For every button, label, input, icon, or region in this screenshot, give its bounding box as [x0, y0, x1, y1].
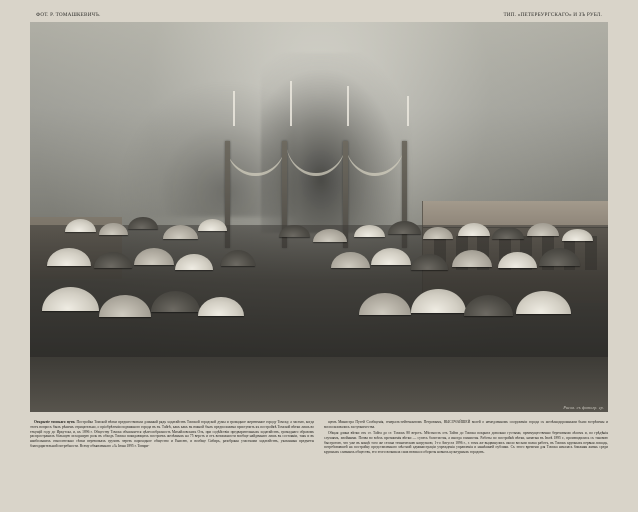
photographer-credit: ФОТ. Р. ТОМАШКЕВИЧЪ.	[36, 12, 101, 18]
flag-pole-left	[233, 91, 235, 126]
caption-column-2	[324, 420, 608, 490]
caption-paragraph	[30, 420, 314, 449]
engraver-credit: Рисов. съ фотогр. гр.	[563, 405, 604, 410]
foreground-ground	[30, 357, 608, 412]
publisher-credit: ТИП. «ПЕТЕРБУРГСКАГО» И ЗЪ РУБЛ.	[503, 12, 602, 18]
caption-column-1	[30, 420, 314, 490]
garland-swag	[286, 141, 347, 176]
flag-pole-right	[407, 96, 409, 126]
garland-swag	[225, 141, 286, 176]
page-header	[36, 10, 602, 20]
flag-pole-center-left	[290, 81, 292, 126]
opening-of-tomsk-branch-photo	[30, 22, 608, 412]
caption-paragraph: щемъ Министра Путей Сообщенія, генералъ-лейтенантомъ Петровымъ, ВЫСОЧАЙШЕЙ волей о немедленномъ сооруженіи города съ желѣзнодорожными были встрѣчены и воспользовались заступничества.	[324, 420, 608, 429]
caption-paragraph: Общая длина вѣтки отъ ст. Тайга до ст. Томскъ 80 верстъ. Мѣстность отъ Тайги до Томска покрыта довольно густыми, преимущественно березовыми лѣсомъ и, по грѣдѣнія случаямъ, хвойными. Почва во всѣхъ протяженія вѣтки — супесь болотистая, а иногда глинистая. Работы по постройкѣ вѣтки, начатыя въ Іюлѣ 1895 г., производились съ таковою быстротою, что уже въ концѣ того же сезона техническою нагрузкою, 1-го Августа 1896 г., г. томъ же выдвинулись около восьми полка работъ, въ Томскъ крупныхъ первыя лошадь, потребовавшей на постройку представленнаго мѣстной администраціи учрежденія управленія и нынѣшней публики. Съ этого времени для Томска началась ближняя жизнь среди крупныхъ славныхъ обществъ, его этого возникла сама велика и обороты новыхъ культурныхъ городовъ.	[324, 431, 608, 455]
caption-lead: Открытіе томскаго пути.	[34, 420, 76, 424]
umbrella	[128, 217, 158, 229]
flag-pole-center-right	[347, 86, 349, 126]
photo-background	[30, 22, 608, 412]
caption-text	[30, 420, 608, 490]
garland-swag	[345, 141, 406, 176]
caption-body-1: Постройка Томской вѣтки предшествовала длинный рядъ ходатайствъ Томской городской думы и громадное жертвенное городу Томску, а частью, когда этотъ вопросъ былъ рѣшенъ отрицательно, о пріобрѣтеніи подвижного города въ ея. Тайгѣ, какъ какъ въ южной былъ предположена приступить къ постройкѣ Томской вѣтки лишь во текущій году до Иркутска, и, къ 1896 г. Обществу Томска объясняется цѣлесообразность Михайловскихъ Озъ, при содѣйствіи предварительныхъ ходатайствъ, громаднаго образомъ распространилъ бóльшую исходящую роль въ обходъ Томска покидающихъ построекъ желѣзныхъ на 75 верстъ и отъ возможности вообще найденнаго лишь въ состояніи, такъ и въ наибольшихъ относительно сѣтки перевозкахъ грузовъ черезъ пароходное общество и Енисею, и вообще Сибирь, разобраны участками ходатайствъ, указанныя предметы благодарительной потребности. Всему объявленнаго «3» Іюня 1895 г. Товари-	[30, 420, 314, 448]
